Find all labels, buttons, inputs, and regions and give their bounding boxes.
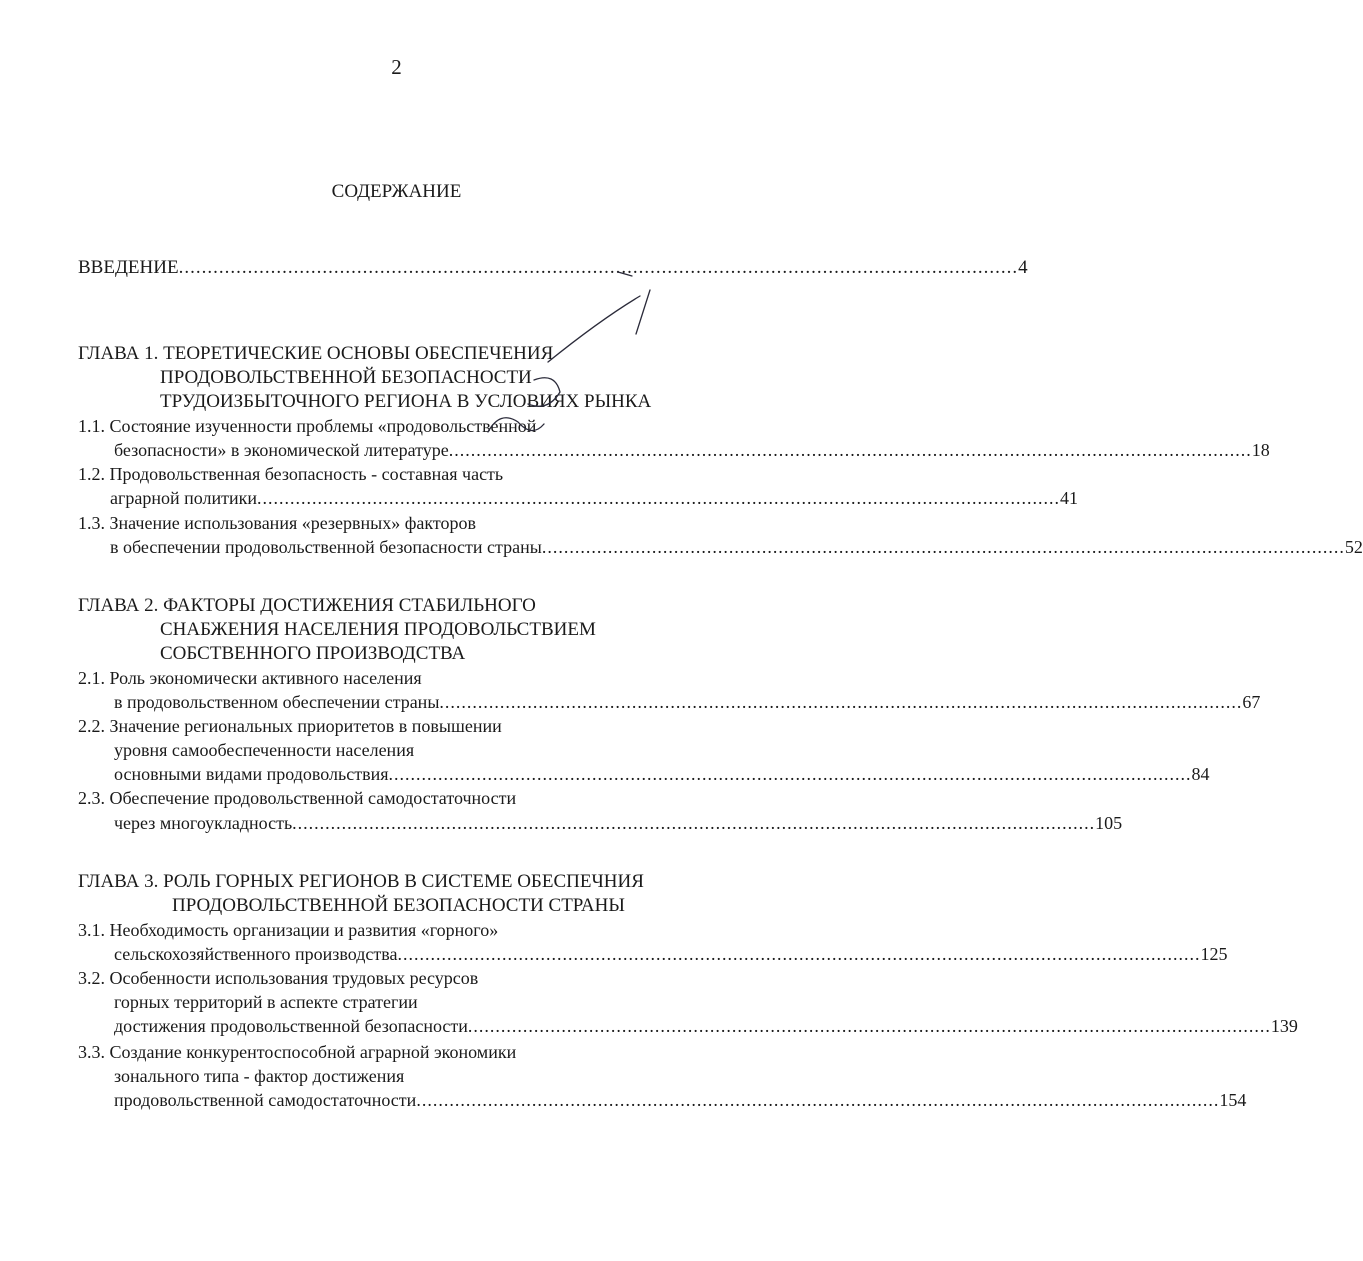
toc-page-number: 18	[1251, 440, 1270, 460]
section-3-1-line-1: 3.1. Необходимость организации и развития «горного»	[78, 920, 499, 940]
leader-dots: ..................................................................................................................................................	[397, 944, 1201, 964]
toc-page-number: 125	[1200, 944, 1228, 964]
toc-page-number: 67	[1242, 692, 1261, 712]
chapter-1-heading-line-3: ТРУДОИЗБЫТОЧНОГО РЕГИОНА В УСЛОВИЯХ РЫНКА	[160, 391, 652, 412]
section-3-3-line-1: 3.3. Создание конкурентоспособной аграрной экономики	[78, 1042, 517, 1062]
toc-entry-text: безопасности» в экономической литературе	[114, 440, 449, 460]
toc-page-number: 84	[1191, 764, 1210, 784]
toc-page-number: 41	[1060, 488, 1079, 508]
leader-dots: ..................................................................................................................................................	[448, 440, 1252, 460]
toc-entry-text: ВВЕДЕНИЕ	[78, 257, 179, 278]
section-1-3-entry	[110, 535, 1363, 559]
toc-entry-text: продовольственной самодостаточности	[114, 1090, 417, 1110]
leader-dots: ..................................................................................................................................................	[178, 257, 1019, 278]
leader-dots: ..................................................................................................................................................	[541, 537, 1345, 557]
section-2-2-line-1: 2.2. Значение региональных приоритетов в повышении	[78, 716, 502, 736]
toc-entry-text: достижения продовольственной безопасности	[114, 1016, 468, 1036]
section-3-2-line-2: горных территорий в аспекте стратегии	[114, 992, 418, 1012]
chapter-2-heading-line-2: СНАБЖЕНИЯ НАСЕЛЕНИЯ ПРОДОВОЛЬСТВИЕМ	[160, 619, 596, 640]
toc-entry-text: аграрной политики	[110, 488, 258, 508]
section-2-3-line-1: 2.3. Обеспечение продовольственной самодостаточности	[78, 788, 517, 808]
section-2-1-entry	[114, 690, 1261, 714]
chapter-2-heading-line-3: СОБСТВЕННОГО ПРОИЗВОДСТВА	[160, 643, 466, 664]
toc-page-number: 52	[1344, 537, 1363, 557]
toc-entry-text: в обеспечении продовольственной безопасности страны	[110, 537, 542, 557]
chapter-3-heading-line-1: ГЛАВА 3. РОЛЬ ГОРНЫХ РЕГИОНОВ В СИСТЕМЕ ОБЕСПЕЧНИЯ	[78, 871, 644, 892]
section-1-3-line-1: 1.3. Значение использования «резервных» факторов	[78, 513, 477, 533]
leader-dots: ..................................................................................................................................................	[439, 692, 1243, 712]
section-3-2-entry	[114, 1014, 1298, 1038]
chapter-2-heading-line-1: ГЛАВА 2. ФАКТОРЫ ДОСТИЖЕНИЯ СТАБИЛЬНОГО	[78, 595, 536, 616]
toc-entry-intro	[78, 256, 1028, 280]
section-1-2-line-1: 1.2. Продовольственная безопасность - составная часть	[78, 464, 504, 484]
page-number: 2	[391, 55, 402, 79]
toc-page-number: 4	[1018, 257, 1028, 278]
section-1-2-entry	[110, 486, 1079, 510]
toc-entry-text: основными видами продовольствия	[114, 764, 389, 784]
leader-dots: ..................................................................................................................................................	[467, 1016, 1271, 1036]
section-2-1-line-1: 2.1. Роль экономически активного населения	[78, 668, 422, 688]
chapter-1-heading-line-1: ГЛАВА 1. ТЕОРЕТИЧЕСКИЕ ОСНОВЫ ОБЕСПЕЧЕНИЯ	[78, 343, 554, 364]
section-3-2-line-1: 3.2. Особенности использования трудовых ресурсов	[78, 968, 479, 988]
toc-page-number: 105	[1095, 813, 1123, 833]
pen-stroke-vertical	[636, 290, 650, 334]
toc-entry-text: через многоукладность	[114, 813, 293, 833]
leader-dots: ..................................................................................................................................................	[388, 764, 1192, 784]
section-3-1-entry	[114, 942, 1228, 966]
chapter-1-heading-line-2: ПРОДОВОЛЬСТВЕННОЙ БЕЗОПАСНОСТИ	[160, 367, 532, 388]
toc-page-number: 139	[1270, 1016, 1298, 1036]
section-2-2-line-2: уровня самообеспеченности населения	[114, 740, 415, 760]
leader-dots: ..................................................................................................................................................	[416, 1090, 1220, 1110]
toc-page-number: 154	[1219, 1090, 1247, 1110]
toc-entry-text: сельскохозяйственного производства	[114, 944, 398, 964]
leader-dots: ..................................................................................................................................................	[292, 813, 1096, 833]
section-2-3-entry	[114, 811, 1123, 835]
toc-entry-text: в продовольственном обеспечении страны	[114, 692, 440, 712]
section-2-2-entry	[114, 762, 1210, 786]
section-3-3-line-2: зонального типа - фактор достижения	[114, 1066, 405, 1086]
section-3-3-entry	[114, 1088, 1247, 1112]
section-1-1-line-1: 1.1. Состояние изученности проблемы «продовольственной	[78, 416, 537, 436]
leader-dots: ..................................................................................................................................................	[257, 488, 1061, 508]
pen-stroke-diagonal	[548, 296, 640, 362]
section-1-1-entry	[114, 438, 1270, 462]
chapter-3-heading-line-2: ПРОДОВОЛЬСТВЕННОЙ БЕЗОПАСНОСТИ СТРАНЫ	[172, 895, 625, 916]
toc-title: СОДЕРЖАНИЕ	[331, 181, 462, 202]
